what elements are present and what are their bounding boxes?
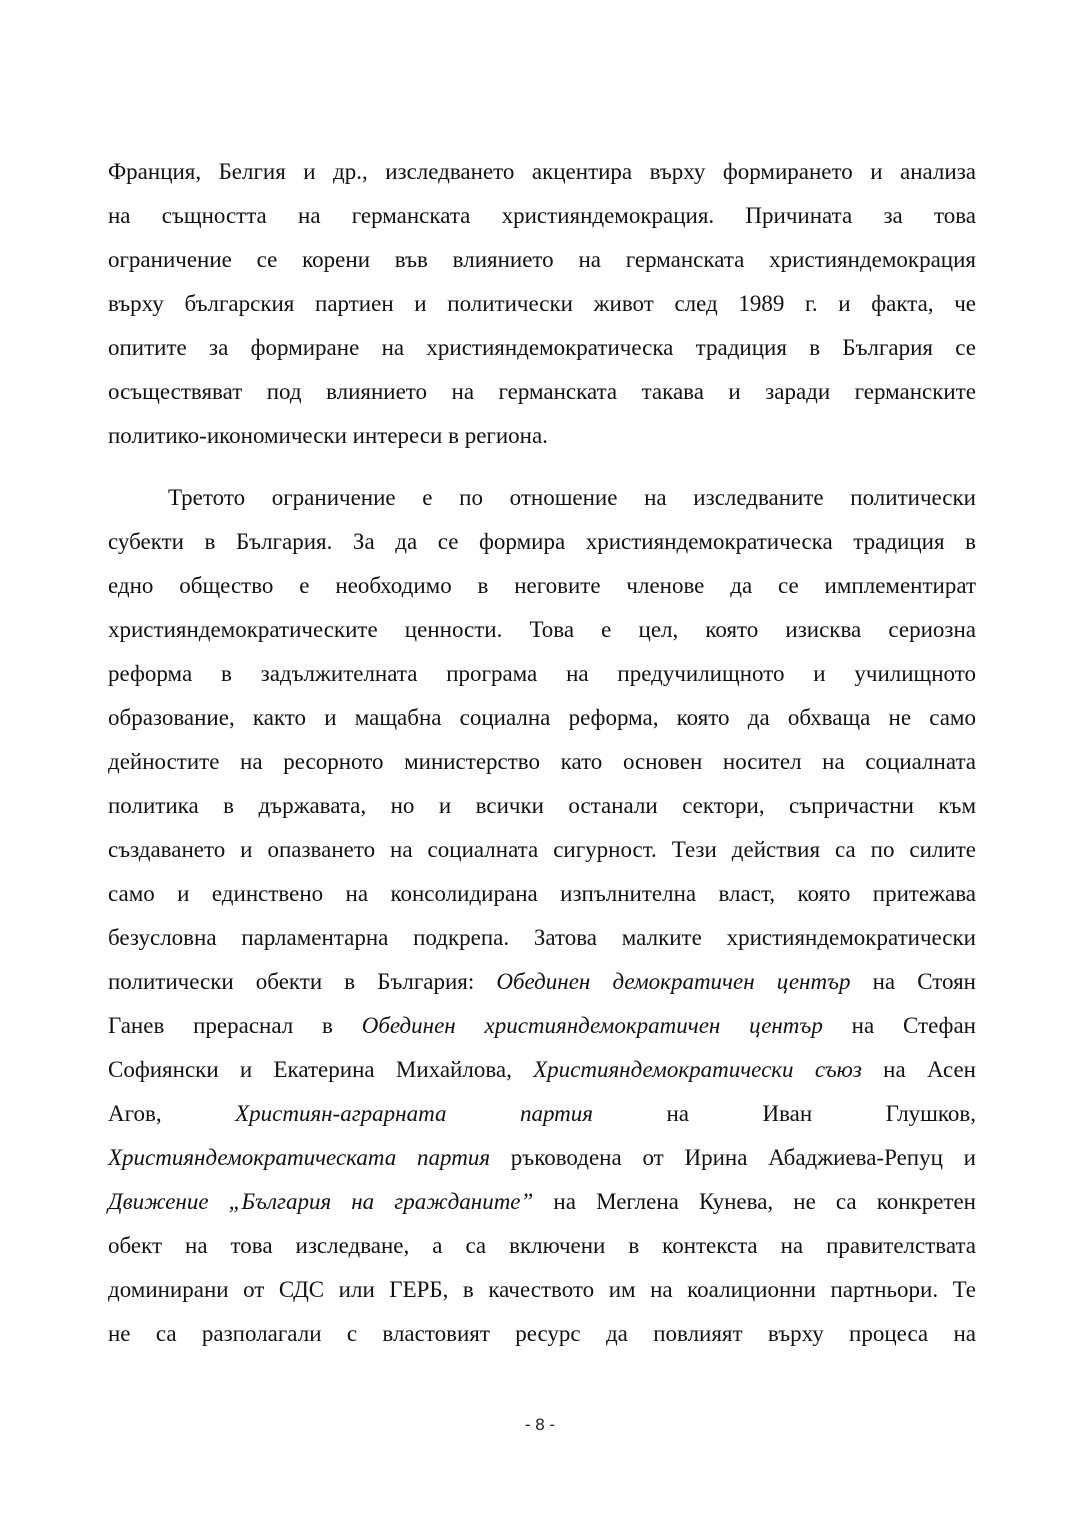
document-body	[108, 150, 976, 1356]
party-name-italic: Християндемократическата партия	[108, 1145, 491, 1170]
text-line: ограничение се корени във влиянието на германската християндемокрация	[108, 247, 976, 272]
text-line: политика в държавата, но и всички останали сектори, съпричастни към	[108, 793, 976, 818]
text-line: Ганев прераснал в Обединен християндемократичен център на Стефан	[108, 1013, 976, 1038]
paragraph-spacer	[108, 458, 976, 476]
text-line: само и единствено на консолидирана изпълнителна власт, която притежава	[108, 881, 976, 906]
text-line: безусловна парламентарна подкрепа. Затова малките християндемократически	[108, 925, 976, 950]
text-line: върху българския партиен и политически живот след 1989 г. и факта, че	[108, 291, 976, 316]
text-line: осъществяват под влиянието на германската такава и заради германските	[108, 379, 976, 404]
text-line: Движение „България на гражданите” на Меглена Кунева, не са конкретен	[108, 1189, 976, 1214]
text-line: обект на това изследване, а са включени в контекста на правителствата	[108, 1233, 976, 1258]
text-line: Третото ограничение е по отношение на изследваните политически	[168, 485, 976, 510]
text-line: създаването и опазването на социалната сигурност. Тези действия са по силите	[108, 837, 976, 862]
text-line: дейностите на ресорното министерство като основен носител на социалната	[108, 749, 976, 774]
text-line: политически обекти в България: Обединен демократичен център на Стоян	[108, 969, 976, 994]
text-line: Софиянски и Екатерина Михайлова, Християндемократически съюз на Асен	[108, 1057, 976, 1082]
text-line: Франция, Белгия и др., изследването акцентира върху формирането и анализа	[108, 159, 976, 184]
page-number: - 8 -	[524, 1415, 556, 1434]
paragraph-1	[108, 150, 976, 458]
party-name-italic: Християн-аграрната партия	[235, 1101, 593, 1126]
party-name-italic: Обединен християндемократичен център	[361, 1013, 823, 1038]
text-line: Агов, Християн-аграрната партия на Иван Глушков,	[108, 1101, 976, 1126]
paragraph-2	[108, 476, 976, 1356]
text-line: не са разполагали с властовият ресурс да повлияят върху процеса на	[108, 1321, 976, 1346]
party-name-italic: Движение „България на гражданите”	[108, 1189, 534, 1214]
text-line: християндемократическите ценности. Това е цел, която изисква сериозна	[108, 617, 976, 642]
text-line: политико-икономически интереси в региона.	[108, 423, 548, 448]
text-line: субекти в България. За да се формира християндемократическа традиция в	[108, 529, 976, 554]
text-line: на същността на германската християндемокрация. Причината за това	[108, 203, 976, 228]
party-name-italic: Обединен демократичен център	[496, 969, 851, 994]
text-line: образование, както и мащабна социална реформа, която да обхваща не само	[108, 705, 976, 730]
text-line: опитите за формиране на християндемократическа традиция в България се	[108, 335, 976, 360]
text-line: реформа в задължителната програма на предучилищното и училищното	[108, 661, 976, 686]
party-name-italic: Християндемократически съюз	[533, 1057, 862, 1082]
text-line: доминирани от СДС или ГЕРБ, в качеството им на коалиционни партньори. Те	[108, 1277, 976, 1302]
text-line: едно общество е необходимо в неговите членове да се имплементират	[108, 573, 976, 598]
text-line: Християндемократическата партия ръководена от Ирина Абаджиева-Репуц и	[108, 1145, 976, 1170]
